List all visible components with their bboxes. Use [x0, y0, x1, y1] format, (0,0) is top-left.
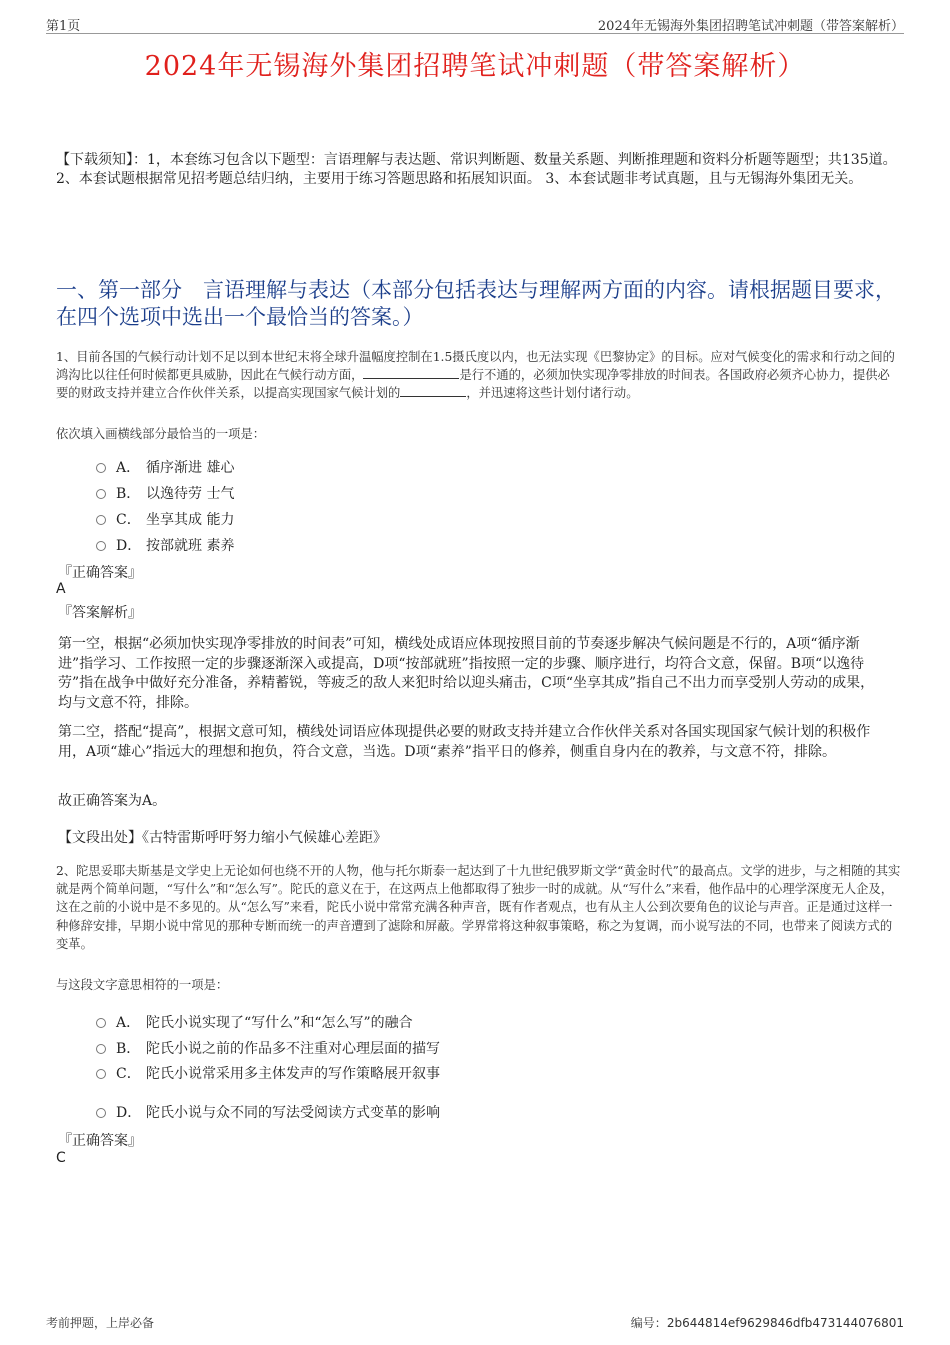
q2-option-c[interactable]: C． 陀氏小说常采用多主体发声的写作策略展开叙事 [96, 1063, 440, 1083]
blank-2 [400, 384, 466, 397]
page-number: 第1页 [46, 19, 81, 34]
download-notice: 【下载须知】：1，本套练习包含以下题型：言语理解与表达题、常识判断题、数量关系题、判断推理题和资料分析题等题型；共135道。 2、本套试题根据常见招考题总结归纳，主要用于练习答题思路和拓展知识面。 3、本套试题非考试真题，且与无锡海外集团无关。 [56, 152, 897, 187]
q2-option-b[interactable]: B． 陀氏小说之前的作品多不注重对心理层面的描写 [96, 1038, 440, 1058]
radio-icon[interactable] [96, 1044, 106, 1054]
radio-icon[interactable] [96, 1018, 106, 1028]
footer-code: 编号：2b644814ef9629846dfb473144076801 [630, 1316, 904, 1330]
radio-icon[interactable] [96, 1108, 106, 1118]
question-2-text: 2、陀思妥耶夫斯基是文学史上无论如何也绕不开的人物，他与托尔斯泰一起达到了十九世纪俄罗斯文学“黄金时代”的最高点。文学的进步，与之相随的其实就是两个简单问题，“写什么”和“怎么写”。陀氏的意义在于，在这两点上他都取得了独步一时的成就。从“写什么”来看，他作品中的心理学深度无人企及，这在之前的小说中是不多见的。从“怎么写”来看，陀氏小说中常常充满各种声音，既有作者观点，也有从主人公到次要角色的议论与声音。正是通过这样一种修辞安排，早期小说中常见的那种专断而统一的声音遭到了滤除和屏蔽。学界常将这种叙事策略，称之为复调，而小说写法的不同，也带来了阅读方式的变革。 [56, 864, 901, 951]
radio-icon[interactable] [96, 541, 106, 551]
question-1-text: 1、目前各国的气候行动计划不足以到本世纪末将全球升温幅度控制在1.5摄氏度以内，也无法实现《巴黎协定》的目标。应对气候变化的需求和行动之间的鸿沟比以往任何时候都更具威胁，因此在气候行动方面， 是行不通的，必须加快实现净零排放的时间表。各国政府必须齐心协力，提供必要的财政支持并建立合作伙伴关系，以提高实现国家气候计划的 ，并迅速将这些计划付诸行动。 [56, 350, 895, 401]
header-doc-title: 2024年无锡海外集团招聘笔试冲刺题（带答案解析） [597, 19, 904, 34]
q1-answer: A [56, 581, 66, 597]
q2-option-d[interactable]: D． 陀氏小说与众不同的写法受阅读方式变革的影响 [96, 1102, 440, 1122]
q1-option-c[interactable]: C． 坐享其成 能力 [96, 509, 234, 529]
radio-icon[interactable] [96, 489, 106, 499]
q2-answer: C [56, 1150, 66, 1166]
q2-answer-label: 『正确答案』 [58, 1133, 142, 1149]
page-header [46, 15, 904, 34]
q1-analysis-para-2: 第二空，搭配“提高”，根据文意可知，横线处词语应体现提供必要的财政支持并建立合作伙伴关系对各国实现国家气候计划的积极作用，A项“雄心”指远大的理想和抱负，符合文意，当选。D项“素养”指平日的修养，侧重自身内在的教养，与文意不符，排除。 [58, 724, 871, 760]
footer-slogan: 考前押题，上岸必备 [46, 1316, 155, 1330]
q1-source: 【文段出处】《古特雷斯呼吁努力缩小气候雄心差距》 [58, 830, 387, 846]
q1-analysis-label: 『答案解析』 [58, 605, 142, 621]
q1-option-d[interactable]: D． 按部就班 素养 [96, 535, 234, 555]
q1-conclusion: 故正确答案为A。 [58, 793, 167, 809]
page-title: 2024年无锡海外集团招聘笔试冲刺题（带答案解析） [144, 51, 806, 82]
radio-icon[interactable] [96, 1069, 106, 1079]
radio-icon[interactable] [96, 463, 106, 473]
q1-analysis-para-1: 第一空，根据“必须加快实现净零排放的时间表”可知，横线处成语应体现按照目前的节奏逐步解决气候问题是不行的，A项“循序渐进”指学习、工作按照一定的步骤逐渐深入或提高，D项“按部就班”指按照一定的步骤、顺序进行，均符合文意，保留。B项“以逸待劳”指在战争中做好充分准备，养精蓄锐，等疲乏的敌人来犯时给以迎头痛击，C项“坐享其成”指自己不出力而享受别人劳动的成果，均与文意不符，排除。 [58, 636, 875, 711]
radio-icon[interactable] [96, 515, 106, 525]
blank-1 [363, 366, 459, 379]
q1-option-b[interactable]: B． 以逸待劳 士气 [96, 483, 234, 503]
q2-option-a[interactable]: A． 陀氏小说实现了“写什么”和“怎么写”的融合 [96, 1012, 413, 1032]
question-1-prompt: 依次填入画横线部分最恰当的一项是： [56, 427, 266, 441]
q1-option-a[interactable]: A． 循序渐进 雄心 [96, 457, 234, 477]
q1-answer-label: 『正确答案』 [58, 565, 142, 581]
section-title: 一、第一部分 言语理解与表达（本部分包括表达与理解两方面的内容。请根据题目要求，在四个选项中选出一个最恰当的答案。） [56, 278, 896, 329]
question-2-prompt: 与这段文字意思相符的一项是： [56, 978, 229, 992]
